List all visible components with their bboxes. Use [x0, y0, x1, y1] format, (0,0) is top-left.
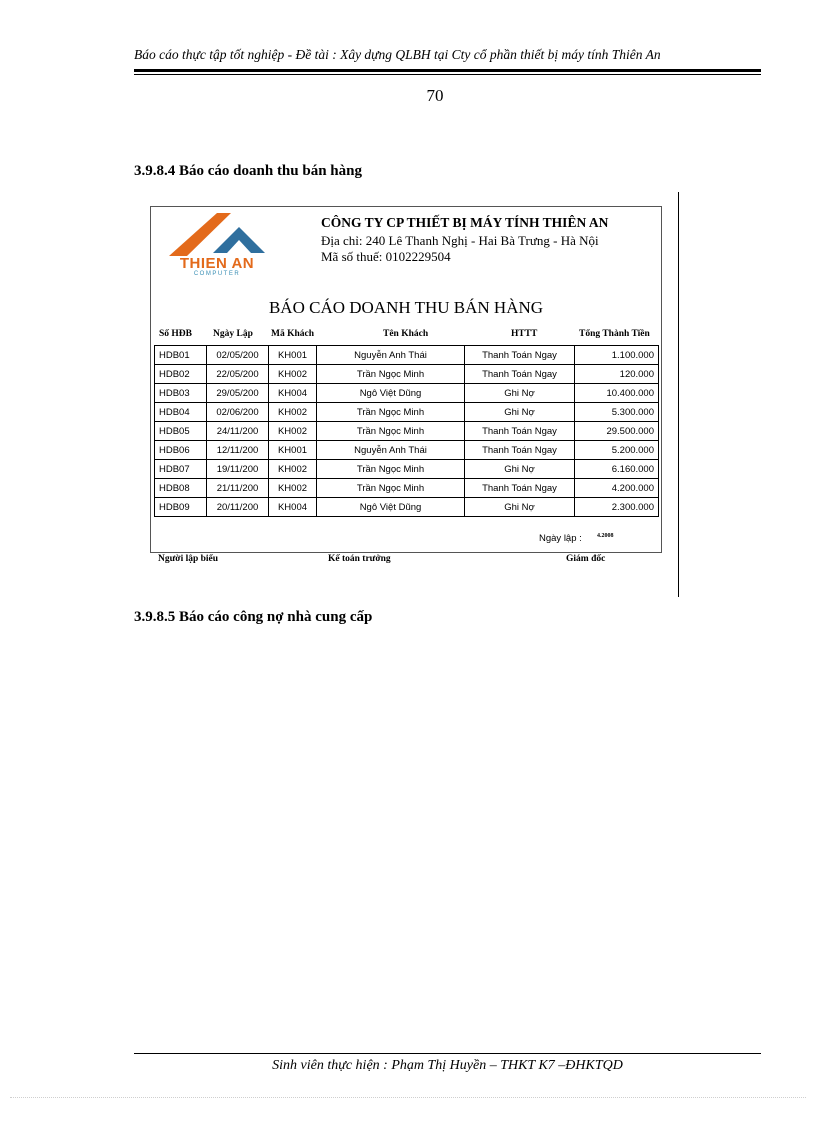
cell-total: 4.200.000: [575, 479, 659, 498]
cell-total: 5.300.000: [575, 403, 659, 422]
report-date-label: Ngày lập :: [539, 533, 582, 544]
table-row: [155, 441, 659, 460]
cell-customer-code: KH004: [269, 498, 317, 517]
cell-customer-code: KH001: [269, 441, 317, 460]
cell-payment-method: Thanh Toán Ngay: [465, 365, 575, 384]
logo-text: THIEN AN: [179, 255, 255, 272]
cell-customer-name: Trần Ngọc Minh: [317, 365, 465, 384]
cell-invoice-no: HDB01: [155, 346, 207, 365]
cell-invoice-no: HDB02: [155, 365, 207, 384]
column-header: Số HĐB: [159, 329, 192, 339]
cell-payment-method: Ghi Nợ: [465, 498, 575, 517]
header-divider: [134, 69, 761, 72]
cell-date: 02/06/200: [207, 403, 269, 422]
table-row: [155, 403, 659, 422]
cell-customer-code: KH004: [269, 384, 317, 403]
table-row: [155, 460, 659, 479]
column-header: Tổng Thành Tiền: [579, 329, 650, 339]
cell-date: 24/11/200: [207, 422, 269, 441]
cell-date: 20/11/200: [207, 498, 269, 517]
cell-customer-name: Trần Ngọc Minh: [317, 403, 465, 422]
cell-customer-name: Trần Ngọc Minh: [317, 422, 465, 441]
cell-customer-name: Nguyễn Anh Thái: [317, 346, 465, 365]
cell-total: 6.160.000: [575, 460, 659, 479]
cell-total: 5.200.000: [575, 441, 659, 460]
cell-date: 21/11/200: [207, 479, 269, 498]
side-border-line: [678, 192, 679, 597]
cell-invoice-no: HDB09: [155, 498, 207, 517]
page-header-text: Báo cáo thực tập tốt nghiệp - Đề tài : Xây dựng QLBH tại Cty cổ phần thiết bị máy tính Thiên An: [134, 47, 661, 62]
table-row: [155, 346, 659, 365]
section-heading-supplier-debt: 3.9.8.5 Báo cáo công nợ nhà cung cấp: [134, 609, 373, 625]
signature-director: Giám đốc: [566, 554, 606, 564]
page-number: 70: [426, 86, 444, 105]
cell-date: 22/05/200: [207, 365, 269, 384]
cell-invoice-no: HDB03: [155, 384, 207, 403]
cell-payment-method: Ghi Nợ: [465, 403, 575, 422]
revenue-table: [154, 345, 659, 517]
cell-customer-name: Trần Ngọc Minh: [317, 460, 465, 479]
cell-customer-name: Trần Ngọc Minh: [317, 479, 465, 498]
column-header: HTTT: [511, 329, 538, 339]
table-row: [155, 422, 659, 441]
cell-invoice-no: HDB06: [155, 441, 207, 460]
cell-customer-name: Nguyễn Anh Thái: [317, 441, 465, 460]
cell-invoice-no: HDB08: [155, 479, 207, 498]
cell-payment-method: Ghi Nợ: [465, 384, 575, 403]
table-row: [155, 498, 659, 517]
cell-payment-method: Ghi Nợ: [465, 460, 575, 479]
cell-customer-name: Ngô Việt Dũng: [317, 498, 465, 517]
cell-invoice-no: HDB07: [155, 460, 207, 479]
column-header: Tên Khách: [383, 329, 429, 339]
table-row: [155, 384, 659, 403]
cell-total: 120.000: [575, 365, 659, 384]
cell-payment-method: Thanh Toán Ngay: [465, 346, 575, 365]
cell-invoice-no: HDB05: [155, 422, 207, 441]
signature-chief-accountant: Kế toán trưởng: [328, 554, 391, 564]
cell-total: 1.100.000: [575, 346, 659, 365]
section-heading-revenue-report: 3.9.8.4 Báo cáo doanh thu bán hàng: [134, 163, 362, 179]
page-bottom-dotted-line: [10, 1097, 806, 1098]
cell-total: 29.500.000: [575, 422, 659, 441]
cell-invoice-no: HDB04: [155, 403, 207, 422]
cell-date: 02/05/200: [207, 346, 269, 365]
cell-total: 10.400.000: [575, 384, 659, 403]
signature-preparer: Người lập biểu: [158, 554, 219, 564]
table-row: [155, 479, 659, 498]
logo-subtext: COMPUTER: [193, 271, 241, 277]
report-date-value: 4.2008: [597, 533, 614, 539]
cell-customer-code: KH002: [269, 365, 317, 384]
revenue-report-image: [150, 206, 662, 553]
cell-payment-method: Thanh Toán Ngay: [465, 479, 575, 498]
cell-payment-method: Thanh Toán Ngay: [465, 441, 575, 460]
cell-date: 19/11/200: [207, 460, 269, 479]
cell-customer-code: KH002: [269, 422, 317, 441]
cell-customer-code: KH002: [269, 479, 317, 498]
cell-customer-name: Ngô Việt Dũng: [317, 384, 465, 403]
cell-total: 2.300.000: [575, 498, 659, 517]
cell-customer-code: KH002: [269, 403, 317, 422]
cell-customer-code: KH002: [269, 460, 317, 479]
footer-divider: [134, 1053, 761, 1054]
company-name: CÔNG TY CP THIẾT BỊ MÁY TÍNH THIÊN AN: [321, 215, 609, 230]
column-header: Ngày Lập: [213, 329, 253, 339]
cell-customer-code: KH001: [269, 346, 317, 365]
table-row: [155, 365, 659, 384]
cell-date: 12/11/200: [207, 441, 269, 460]
page-footer-text: Sinh viên thực hiện : Phạm Thị Huyền – THKT K7 –ĐHKTQD: [272, 1058, 623, 1073]
company-tax-code: Mã số thuế: 0102229504: [321, 249, 451, 264]
report-title: BÁO CÁO DOANH THU BÁN HÀNG: [268, 298, 544, 317]
cell-payment-method: Thanh Toán Ngay: [465, 422, 575, 441]
header-divider-thin: [134, 74, 761, 75]
company-address: Địa chỉ: 240 Lê Thanh Nghị - Hai Bà Trưng - Hà Nội: [321, 233, 599, 248]
cell-date: 29/05/200: [207, 384, 269, 403]
column-header: Mã Khách: [271, 329, 315, 339]
